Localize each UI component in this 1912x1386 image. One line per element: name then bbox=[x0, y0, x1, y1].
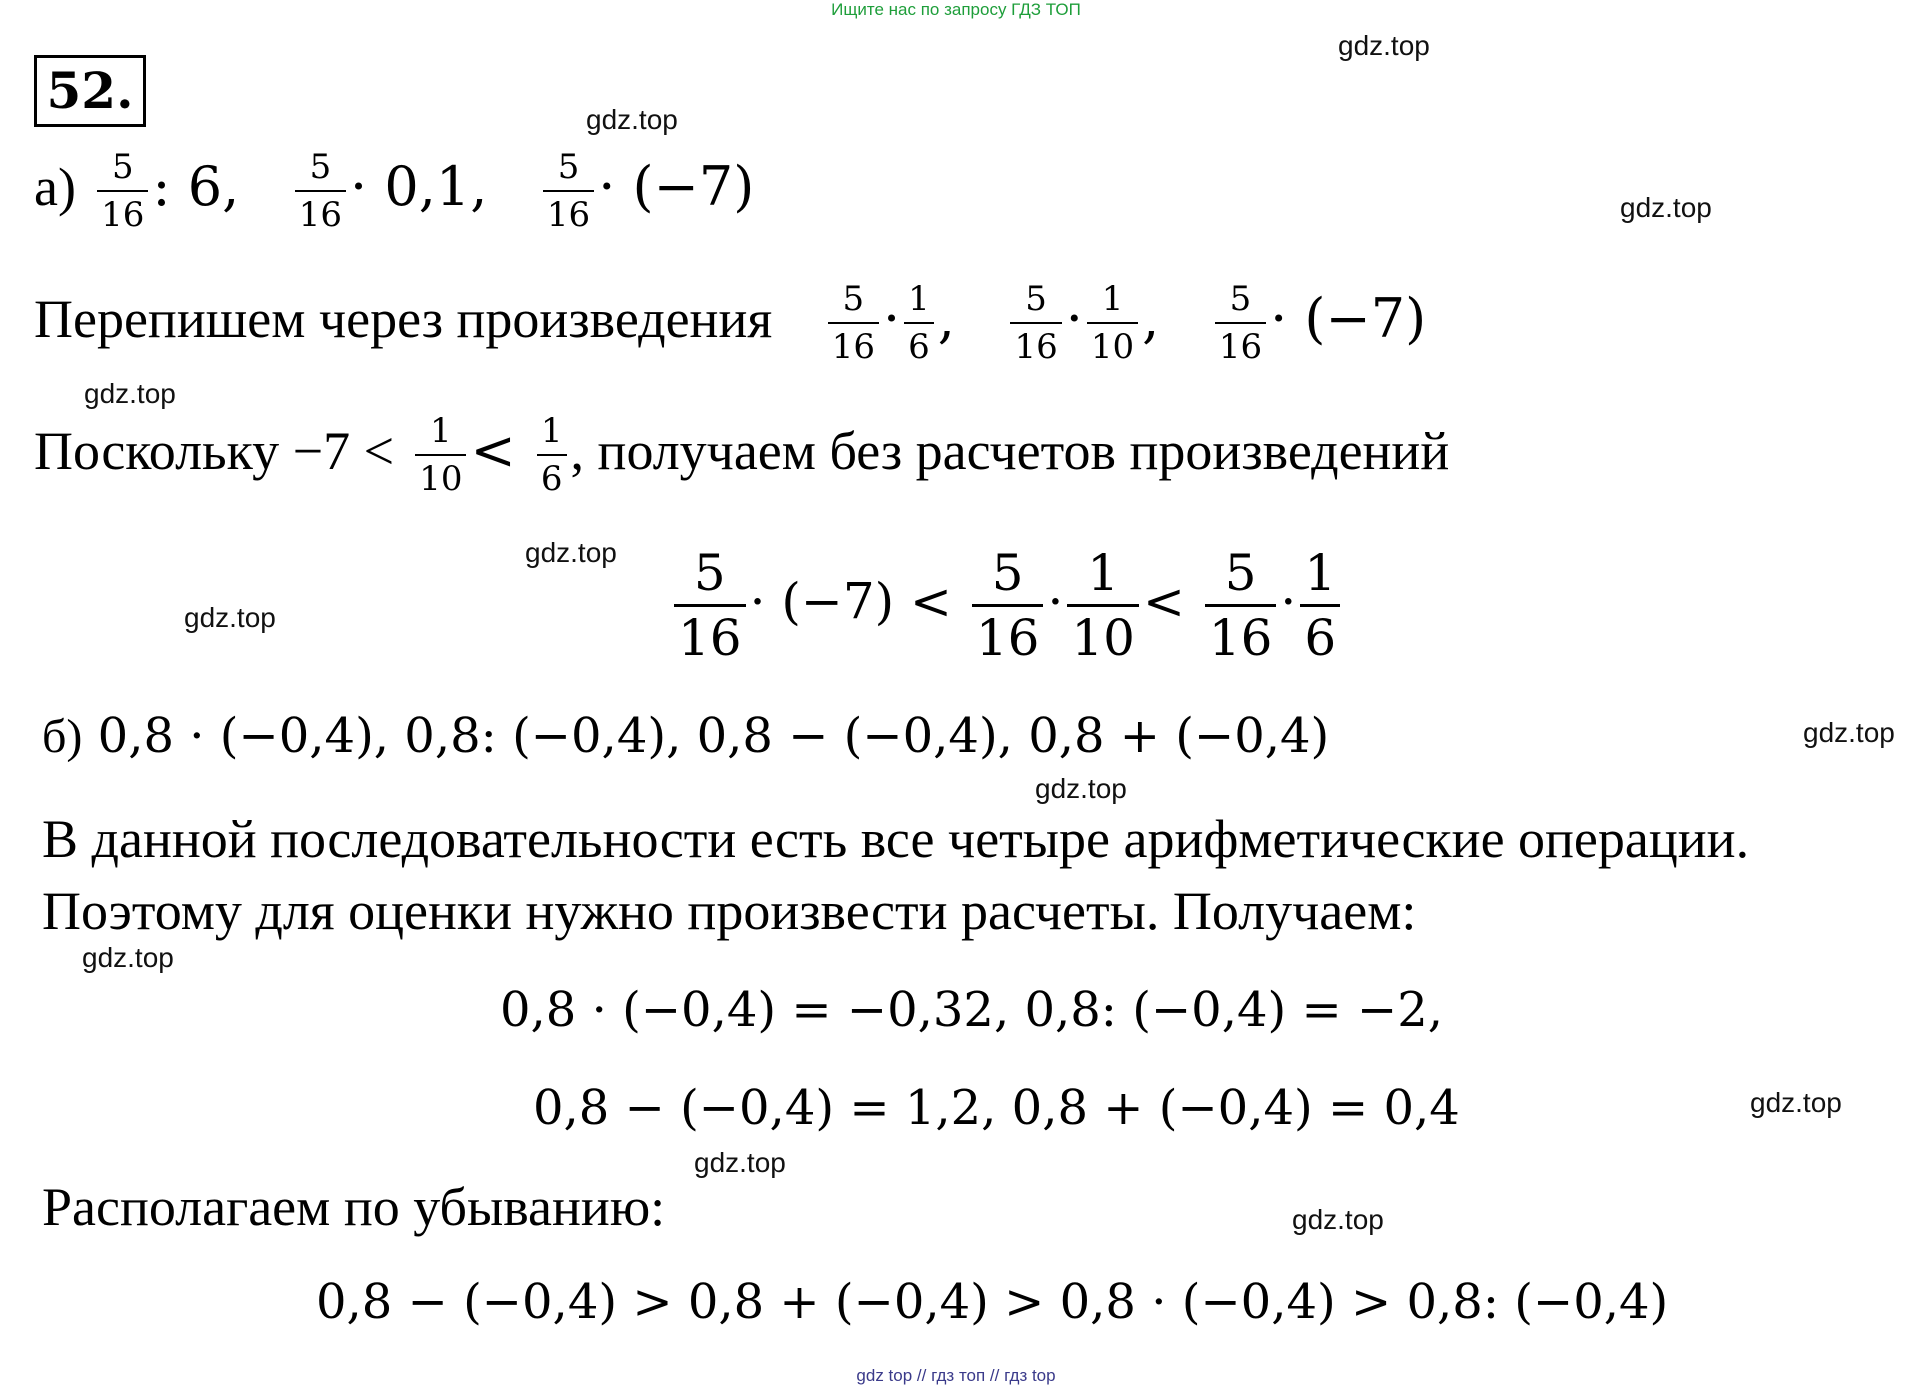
footer: gdz top // гдз топ // гдз top bbox=[856, 1366, 1056, 1385]
inequality-a bbox=[670, 544, 1344, 667]
op-times-neg7: · (−7) bbox=[598, 155, 755, 218]
times-sign: · bbox=[1047, 572, 1064, 631]
task-number: 52. bbox=[34, 55, 146, 127]
part-a-label: а) bbox=[34, 157, 76, 217]
since-tail: , получаем без расчетов произведений bbox=[570, 421, 1450, 481]
watermark: gdz.top bbox=[184, 602, 276, 633]
less-than: < bbox=[470, 419, 516, 482]
since-text: Поскольку −7 < bbox=[34, 421, 395, 481]
fraction: $\frac{1}{6}$ bbox=[537, 414, 567, 496]
times-sign: · bbox=[882, 287, 901, 350]
watermark: gdz.top bbox=[1750, 1087, 1842, 1118]
watermark: gdz.top bbox=[82, 942, 174, 973]
fraction: $\frac{1}{6}$ bbox=[904, 282, 934, 364]
watermark: gdz.top bbox=[84, 378, 176, 409]
fraction: $\frac{5}{16}$ bbox=[1205, 548, 1277, 663]
comma: , bbox=[937, 287, 955, 350]
fraction: $\frac{5}{16}$ bbox=[1215, 282, 1266, 364]
comma: , bbox=[1142, 287, 1160, 350]
result-line-2: 0,8 − (−0,4) = 1,2, 0,8 + (−0,4) = 0,4 bbox=[533, 1080, 1460, 1136]
op-divide-6: : 6, bbox=[152, 155, 240, 218]
part-a-expressions bbox=[34, 147, 755, 235]
top-banner: Ищите нас по запросу ГДЗ ТОП bbox=[831, 0, 1081, 19]
watermark: gdz.top bbox=[1620, 192, 1712, 223]
less-than: < bbox=[1142, 572, 1185, 631]
times-neg7: · (−7) bbox=[1270, 287, 1427, 350]
part-b-expr: 0,8 · (−0,4), 0,8: (−0,4), 0,8 − (−0,4), 0,8 + (−0,4) bbox=[97, 708, 1330, 764]
rewrite-line bbox=[34, 279, 1427, 367]
op-times-01: · 0,1, bbox=[350, 155, 488, 218]
times-neg7-lt: · (−7) < bbox=[749, 572, 952, 631]
result-line-1: 0,8 · (−0,4) = −0,32, 0,8: (−0,4) = −2, bbox=[500, 982, 1443, 1038]
fraction: $\frac{5}{16}$ bbox=[1010, 282, 1061, 364]
fraction: $\frac{5}{16}$ bbox=[543, 150, 594, 232]
fraction: $\frac{5}{16}$ bbox=[972, 548, 1044, 663]
watermark: gdz.top bbox=[1035, 773, 1127, 804]
watermark: gdz.top bbox=[586, 104, 678, 135]
watermark: gdz.top bbox=[1338, 30, 1430, 61]
fraction: $\frac{1}{6}$ bbox=[1300, 548, 1340, 663]
fraction: $\frac{1}{10}$ bbox=[1067, 548, 1139, 663]
fraction: $\frac{5}{16}$ bbox=[97, 150, 148, 232]
final-ordering: 0,8 − (−0,4) > 0,8 + (−0,4) > 0,8 · (−0,4) > 0,8: (−0,4) bbox=[316, 1274, 1669, 1330]
text-all-operations: В данной последовательности есть все четыре арифметические операции. bbox=[42, 809, 1750, 869]
part-b-expressions bbox=[42, 708, 1329, 764]
text-descending: Располагаем по убыванию: bbox=[42, 1177, 666, 1237]
fraction: $\frac{1}{10}$ bbox=[1087, 282, 1138, 364]
rewrite-text: Перепишем через произведения bbox=[34, 289, 773, 349]
fraction: $\frac{5}{16}$ bbox=[828, 282, 879, 364]
watermark: gdz.top bbox=[1803, 717, 1895, 748]
watermark: gdz.top bbox=[525, 537, 617, 568]
fraction: $\frac{5}{16}$ bbox=[674, 548, 746, 663]
times-sign: · bbox=[1280, 572, 1297, 631]
fraction: $\frac{5}{16}$ bbox=[295, 150, 346, 232]
fraction: $\frac{1}{10}$ bbox=[415, 414, 466, 496]
part-b-label: б) bbox=[42, 710, 83, 763]
watermark: gdz.top bbox=[694, 1147, 786, 1178]
since-line bbox=[34, 411, 1450, 499]
text-need-calc: Поэтому для оценки нужно произвести расчеты. Получаем: bbox=[42, 881, 1417, 941]
watermark: gdz.top bbox=[1292, 1204, 1384, 1235]
times-sign: · bbox=[1065, 287, 1083, 350]
